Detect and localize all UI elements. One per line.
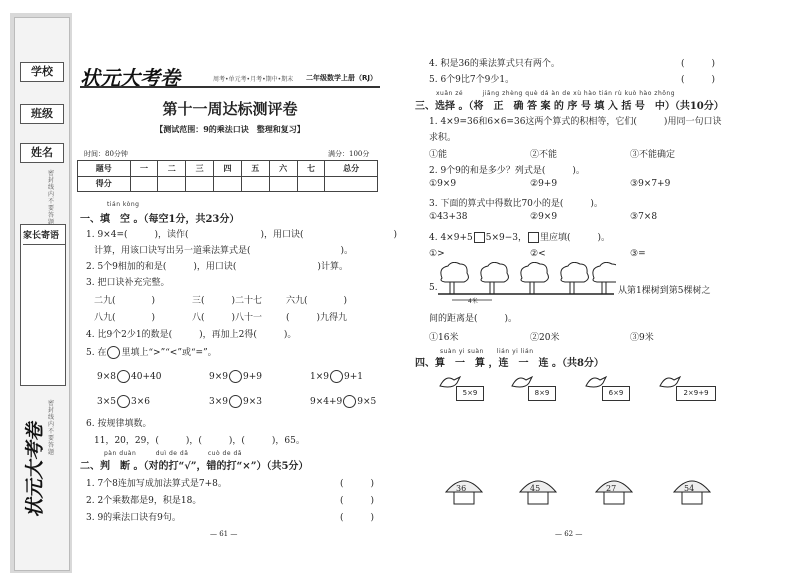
q5-text-pre: 5. 在 [86, 348, 107, 358]
class-label: 班级 [31, 107, 53, 120]
answer-square-icon [528, 232, 539, 243]
q3-item: ( )九得九 [286, 313, 348, 323]
compare-circle-input[interactable] [229, 395, 242, 408]
q3-item: 八( )八十一 [192, 313, 263, 323]
score-cell: 总分 [325, 161, 378, 177]
q6-sequence: 11，20，29，( )，( )，( )，65。 [94, 436, 305, 446]
compare-item: 9×9 9+9 [209, 372, 262, 382]
judge-item: 4. 积是36的乘法算式只有两个。 [429, 59, 560, 69]
choice-q1-line1: 1. 4×9=36和6×6=36这两个算式的积相等，它们( )用同一句口诀 [429, 117, 722, 127]
q3: 3. 把口诀补充完整。 [86, 278, 170, 288]
grade-label: 二年级数学上册（RJ） [306, 74, 377, 82]
option[interactable]: ①9×9 [429, 179, 457, 189]
score-cell: 三 [186, 161, 214, 177]
school-box [20, 62, 64, 82]
house-number[interactable]: 36 [456, 484, 467, 493]
tree-row-illustration [436, 262, 616, 308]
expression-card[interactable]: 5×9 [456, 386, 484, 401]
choice-q5-line1: 从第1棵树到第5棵树之 [618, 286, 711, 296]
section3-pinyin: xuǎn zé jiāng zhèng què dá àn de xù hào tián rù kuò hào zhōng [436, 90, 676, 97]
option[interactable]: ②9+9 [530, 179, 558, 189]
school-label: 学校 [31, 65, 53, 78]
option[interactable]: ③= [630, 249, 646, 259]
score-input-cell[interactable] [297, 176, 325, 192]
judge-blank[interactable]: ( ) [340, 513, 375, 523]
score-table [77, 160, 378, 192]
score-cell: 二 [158, 161, 186, 177]
q5-text-post: 里填上“>”“<”或“=”。 [121, 348, 217, 358]
header-rule [80, 86, 380, 88]
compare-circle-input[interactable] [229, 370, 242, 383]
score-cell: 一 [130, 161, 158, 177]
name-box [20, 143, 64, 163]
score-cell: 四 [214, 161, 242, 177]
compare-circle-input[interactable] [117, 395, 130, 408]
score-input-cell[interactable] [158, 176, 186, 192]
q3-item: 二九( ) [94, 296, 156, 306]
option[interactable]: ①43+38 [429, 212, 468, 222]
tree-icon [441, 262, 469, 294]
seal-text-bottom: 密封线内不要答题 [48, 400, 55, 456]
q3-item: 六九( ) [286, 296, 348, 306]
house-number[interactable]: 27 [606, 484, 617, 493]
score-cell: 题号 [78, 161, 131, 177]
house-number[interactable]: 45 [530, 484, 541, 493]
answer-square-icon [474, 232, 485, 243]
test-scope: 【测试范围：9的乘法口诀 整理和复习】 [155, 124, 305, 134]
section4-pinyin: suàn yi suàn lián yi lián [440, 348, 534, 355]
house-number[interactable]: 54 [684, 484, 695, 493]
choice-q4 [429, 230, 610, 243]
option[interactable]: ②< [530, 249, 546, 259]
compare-circle-input[interactable] [330, 370, 343, 383]
choice-q4-pre: 4. 4×9+5 [429, 233, 473, 243]
judge-item: 1. 7个8连加写成加法算式是7+8。 [86, 479, 227, 489]
page-number-left: — 61 — [210, 530, 238, 538]
compare-item: 1×9 9+1 [310, 372, 363, 382]
score-cell: 五 [241, 161, 269, 177]
judge-item: 3. 9的乘法口诀有9句。 [86, 513, 181, 523]
page-number-right: — 62 — [555, 530, 583, 538]
class-box [20, 104, 64, 124]
q3-item: 八九( ) [94, 313, 156, 323]
judge-item: 2. 2个乘数都是9，积是18。 [86, 496, 202, 506]
seal-text-top: 密封线内不要答题 [48, 170, 55, 226]
choice-q4-post: 里应填( )。 [539, 233, 611, 243]
option[interactable]: ③7×8 [630, 212, 658, 222]
choice-q4-mid: 5×9−3， [485, 233, 527, 243]
tree-icon [481, 262, 509, 294]
judge-item: 5. 6个9比7个9少1。 [429, 75, 515, 85]
score-input-cell[interactable] [130, 176, 158, 192]
compare-item: 9×4+9 9×5 [310, 397, 377, 407]
q2: 2. 5个9相加的和是( )，用口诀( )计算。 [86, 262, 348, 272]
option[interactable]: ③9×7+9 [630, 179, 671, 189]
score-input-cell[interactable] [214, 176, 242, 192]
section4-heading: 四、算 一 算 ，连 一 连 。（共8分） [415, 358, 604, 369]
section1-pinyin: tián kòng [107, 201, 140, 208]
parent-note-label: 家长寄语 [23, 225, 65, 245]
expression-card[interactable]: 8×9 [528, 386, 556, 401]
score-table-score-row [78, 176, 378, 192]
compare-item: 9×8 40+40 [97, 372, 162, 382]
compare-circle-input[interactable] [117, 370, 130, 383]
compare-item: 3×5 3×6 [97, 397, 150, 407]
score-cell: 得分 [78, 176, 131, 192]
section3-heading: 三、选择 。（将 正 确 答 案 的 序 号 填 入 括 号 中）（共10分） [415, 101, 724, 112]
tree-icon [593, 262, 616, 294]
score-table-header-row [78, 161, 378, 177]
q3-item: 三( )二十七 [192, 296, 263, 306]
score-input-cell[interactable] [186, 176, 214, 192]
expression-card[interactable]: 6×9 [602, 386, 630, 401]
q6: 6. 按规律填数。 [86, 419, 152, 429]
option[interactable]: ②9×9 [530, 212, 558, 222]
side-logo: 状元大考卷 [24, 422, 46, 518]
page-title: 第十一周达标测评卷 [162, 100, 298, 118]
q4: 4. 比9个2少1的数是( )，再加上2得( )。 [86, 330, 297, 340]
option[interactable]: ①16米 [429, 333, 459, 343]
choice-q5-line2: 间的距离是( )。 [429, 314, 518, 324]
compare-item: 3×9 9×3 [209, 397, 262, 407]
header-subtitle: 周考•单元考•月考•期中•期末 [213, 76, 294, 83]
option[interactable]: ③9米 [630, 333, 654, 343]
score-input-cell[interactable] [269, 176, 297, 192]
parent-note-box [20, 224, 66, 386]
q5 [86, 345, 217, 359]
section2-pinyin: pàn duàn duì de dǎ cuò de dǎ [104, 450, 242, 457]
compare-circle-input[interactable] [343, 395, 356, 408]
score-cell: 六 [269, 161, 297, 177]
choice-q2: 2. 9个9的和是多少？列式是( )。 [429, 166, 585, 176]
judge-blank[interactable]: ( ) [340, 496, 375, 506]
option[interactable]: ①> [429, 249, 445, 259]
time-limit: 时间：80分钟 [84, 150, 128, 158]
option[interactable]: ②不能 [530, 150, 558, 160]
choice-q5-number: 5. [429, 283, 438, 293]
option[interactable]: ②20米 [530, 333, 560, 343]
q1-line1: 1. 9×4=( )，读作( )，用口诀( ) [86, 230, 398, 240]
q1-line2: 计算，用该口诀写出另一道乘法算式是( )。 [94, 246, 354, 256]
tree-icon [561, 262, 589, 294]
score-input-cell[interactable] [241, 176, 269, 192]
section1-heading: 一、填 空 。（每空1分，共23分） [80, 214, 240, 225]
expression-card[interactable]: 2×9+9 [676, 386, 716, 401]
tree-icon [521, 262, 549, 294]
compare-circle-icon [107, 346, 120, 359]
score-input-cell[interactable] [325, 176, 378, 192]
option[interactable]: ③不能确定 [630, 150, 676, 160]
choice-q1-line2: 求积。 [429, 133, 457, 143]
option[interactable]: ①能 [429, 150, 448, 160]
judge-blank[interactable]: ( ) [340, 479, 375, 489]
tree-distance-label: 4米 [468, 298, 478, 305]
name-label: 姓名 [31, 146, 53, 159]
full-score: 满分：100分 [328, 150, 370, 158]
choice-q3: 3. 下面的算式中得数比70小的是( )。 [429, 199, 603, 209]
section2-heading: 二、判 断 。（对的打“√”，错的打“×”）（共5分） [80, 461, 309, 472]
header-logo: 状元大考卷 [80, 66, 180, 90]
judge-blank[interactable]: ( ) [681, 59, 716, 69]
score-cell: 七 [297, 161, 325, 177]
judge-blank[interactable]: ( ) [681, 75, 716, 85]
